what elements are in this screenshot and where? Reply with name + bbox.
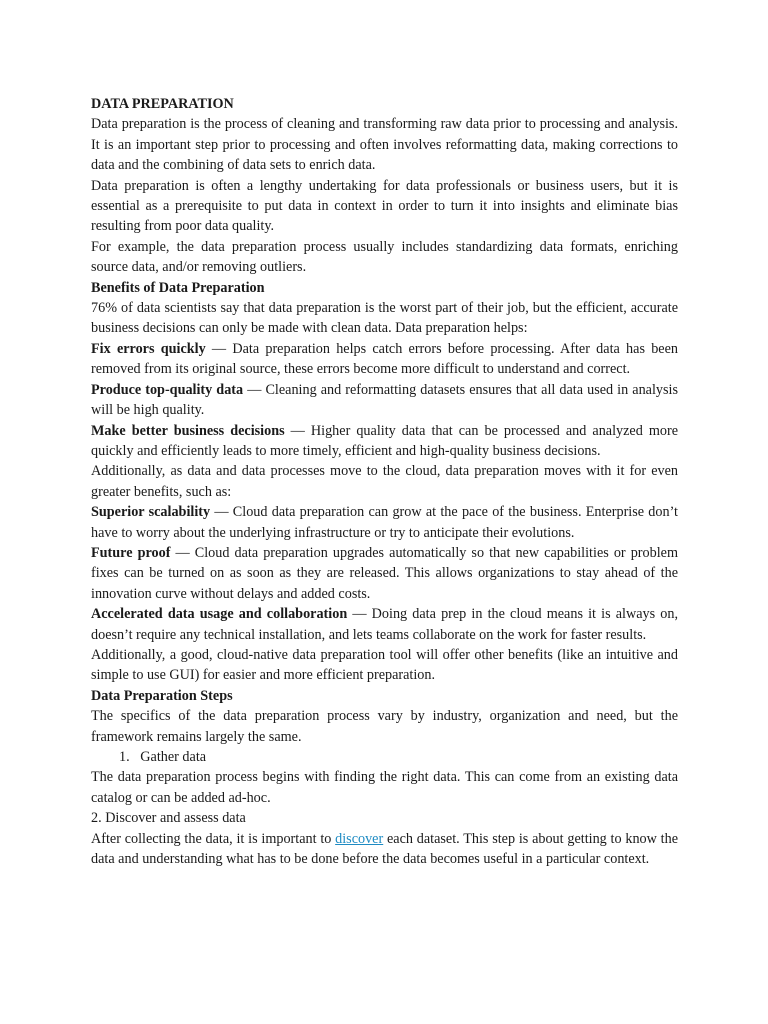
- step-1-label: 1. Gather data: [119, 749, 207, 765]
- cloud-benefits-lead: Additionally, as data and data processes move to the cloud, data preparation moves with it for even greater benefits, such as:: [91, 463, 678, 500]
- step-2-label: 2. Discover and assess data: [91, 810, 246, 827]
- steps-heading: Data Preparation Steps: [91, 687, 233, 704]
- document-page: [91, 94, 678, 869]
- cloud-benefit-text: — Doing data prep in the cloud means it is always on, doesn’t require any technical installation, and lets teams collaborate on the work for faster results.: [91, 606, 678, 643]
- benefit-item: [91, 421, 678, 462]
- benefit-term: Produce top-quality data: [91, 381, 244, 398]
- steps-lead: The specifics of the data preparation process vary by industry, organization and need, but the framework remains largely the same.: [91, 708, 678, 745]
- cloud-benefit-text: — Cloud data preparation can grow at the pace of the business. Enterprise don’t have to worry about the underlying infrastructure or try to anticipate their evolutions.: [91, 504, 679, 541]
- step-1-text: The data preparation process begins with finding the right data. This can come from an existing data catalog or can be added ad-hoc.: [91, 769, 678, 806]
- benefits-lead: 76% of data scientists say that data preparation is the worst part of their job, but the efficient, accurate business decisions can only be made with clean data. Data preparation helps:: [91, 300, 678, 337]
- benefit-item: [91, 380, 678, 421]
- step-2-text-before: After collecting the data, it is important to: [91, 830, 336, 847]
- cloud-benefit-item: [91, 502, 678, 543]
- discover-link[interactable]: discover: [335, 830, 384, 847]
- benefit-term: Fix errors quickly: [91, 340, 206, 357]
- cloud-benefit-term: Accelerated data usage and collaboration: [91, 606, 348, 623]
- step-2-text-after: each dataset. This step is about getting to know the data and understanding what has to be done before the data becomes useful in a particular context.: [91, 830, 678, 868]
- intro-paragraph-2: Data preparation is often a lengthy undertaking for data professionals or business users, but it is essential as a prerequisite to put data in context in order to turn it into insights and eliminate bias resulting from poor data quality.: [91, 177, 678, 235]
- cloud-benefit-item: [91, 604, 678, 645]
- benefit-term: Make better business decisions: [91, 422, 285, 439]
- cloud-benefit-item: [91, 543, 678, 604]
- benefit-text: — Data preparation helps catch errors before processing. After data has been removed from its original source, these errors become more difficult to understand and correct.: [91, 340, 678, 378]
- benefits-closing: Additionally, a good, cloud-native data preparation tool will offer other benefits (like an intuitive and simple to use GUI) for easier and more efficient preparation.: [91, 646, 678, 684]
- cloud-benefit-term: Future proof: [91, 544, 171, 561]
- intro-paragraph-3: For example, the data preparation process usually includes standardizing data formats, enriching source data, and/or removing outliers.: [91, 238, 678, 276]
- intro-paragraph-1: Data preparation is the process of cleaning and transforming raw data prior to processing and analysis. It is an important step prior to processing and often involves reformatting data, making corrections to data and the combining of data sets to enrich data.: [91, 116, 678, 174]
- benefit-text: — Higher quality data that can be processed and analyzed more quickly and efficiently leads to more timely, efficient and high-quality business decisions.: [91, 422, 679, 459]
- benefit-text: — Cleaning and reformatting datasets ensures that all data used in analysis will be high quality.: [91, 381, 678, 419]
- step-2-text: [91, 829, 678, 870]
- benefit-item: [91, 339, 678, 380]
- benefits-heading: Benefits of Data Preparation: [91, 279, 265, 296]
- cloud-benefit-term: Superior scalability: [91, 504, 211, 521]
- cloud-benefit-text: — Cloud data preparation upgrades automatically so that new capabilities or problem fixes can be turned on as soon as they are released. This allows organizations to stay ahead of the innovation curve without delays and added costs.: [91, 544, 678, 602]
- document-title: DATA PREPARATION: [91, 96, 234, 112]
